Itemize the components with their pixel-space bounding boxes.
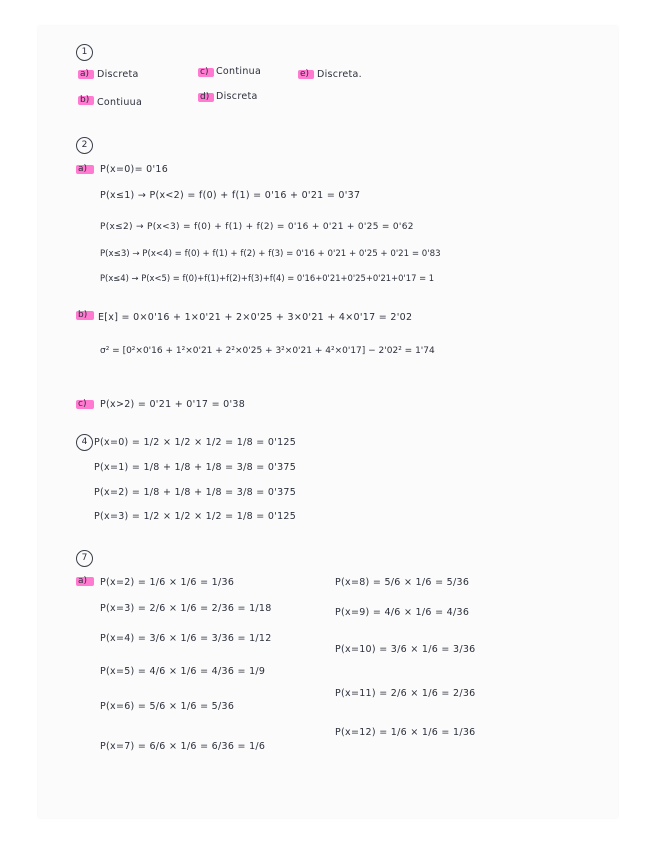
s2b-expectation: E[x] = 0×0'16 + 1×0'21 + 2×0'25 + 3×0'21 + 4×0'17 = 2'02 [98, 312, 413, 323]
s7-left-line: P(x=6) = 5/6 × 1/6 = 5/36 [100, 701, 235, 712]
s2-part-c-letter: c) [78, 399, 87, 409]
s2a-line: P(x≤3) → P(x<4) = f(0) + f(1) + f(2) + f(3) = 0'16 + 0'21 + 0'25 + 0'21 = 0'83 [100, 249, 441, 259]
s1-item-b-letter: b) [80, 95, 90, 105]
s4-line: P(x=0) = 1/2 × 1/2 × 1/2 = 1/8 = 0'125 [94, 437, 297, 448]
s2c-line: P(x>2) = 0'21 + 0'17 = 0'38 [100, 399, 246, 410]
s7-left-line: P(x=5) = 4/6 × 1/6 = 4/36 = 1/9 [100, 666, 266, 677]
s7-part-a-letter: a) [78, 576, 88, 586]
s7-right-line: P(x=9) = 4/6 × 1/6 = 4/36 [335, 607, 470, 618]
s1-item-e-text: Discreta. [317, 69, 362, 80]
s4-line: P(x=1) = 1/8 + 1/8 + 1/8 = 3/8 = 0'375 [94, 462, 297, 473]
s7-left-line: P(x=2) = 1/6 × 1/6 = 1/36 [100, 577, 235, 588]
s7-left-line: P(x=7) = 6/6 × 1/6 = 6/36 = 1/6 [100, 741, 266, 752]
section-7-number: 7 [76, 550, 93, 567]
s1-item-b-text: Contiuua [97, 97, 143, 108]
s2-part-b-letter: b) [78, 310, 88, 320]
s1-item-c-text: Continua [216, 66, 262, 77]
section-1-number: 1 [76, 44, 93, 61]
s7-right-line: P(x=11) = 2/6 × 1/6 = 2/36 [335, 688, 476, 699]
s7-right-line: P(x=8) = 5/6 × 1/6 = 5/36 [335, 577, 470, 588]
section-4-number: 4 [76, 434, 93, 451]
s2-part-a-letter: a) [78, 164, 88, 174]
s2a-line: P(x≤2) → P(x<3) = f(0) + f(1) + f(2) = 0'16 + 0'21 + 0'25 = 0'62 [100, 222, 414, 232]
s2a-line: P(x≤4) → P(x<5) = f(0)+f(1)+f(2)+f(3)+f(4) = 0'16+0'21+0'25+0'21+0'17 = 1 [100, 273, 435, 283]
section-2-number: 2 [76, 137, 93, 154]
s2a-line: P(x=0)= 0'16 [100, 164, 169, 175]
s1-item-a-text: Discreta [97, 69, 139, 80]
s2a-line: P(x≤1) → P(x<2) = f(0) + f(1) = 0'16 + 0'21 = 0'37 [100, 190, 361, 201]
s7-right-line: P(x=12) = 1/6 × 1/6 = 1/36 [335, 727, 476, 738]
notebook-page [38, 26, 618, 818]
s4-line: P(x=2) = 1/8 + 1/8 + 1/8 = 3/8 = 0'375 [94, 487, 297, 498]
s2b-variance: σ² = [0²×0'16 + 1²×0'21 + 2²×0'25 + 3²×0'21 + 4²×0'17] − 2'02² = 1'74 [100, 346, 435, 356]
s1-item-d-letter: d) [200, 92, 210, 102]
s7-right-line: P(x=10) = 3/6 × 1/6 = 3/36 [335, 644, 476, 655]
s1-item-a-letter: a) [80, 69, 90, 79]
s1-item-e-letter: e) [300, 69, 310, 79]
s7-left-line: P(x=4) = 3/6 × 1/6 = 3/36 = 1/12 [100, 633, 272, 644]
s4-line: P(x=3) = 1/2 × 1/2 × 1/2 = 1/8 = 0'125 [94, 511, 297, 522]
s7-left-line: P(x=3) = 2/6 × 1/6 = 2/36 = 1/18 [100, 603, 272, 614]
s1-item-c-letter: c) [200, 67, 209, 77]
s1-item-d-text: Discreta [216, 91, 258, 102]
